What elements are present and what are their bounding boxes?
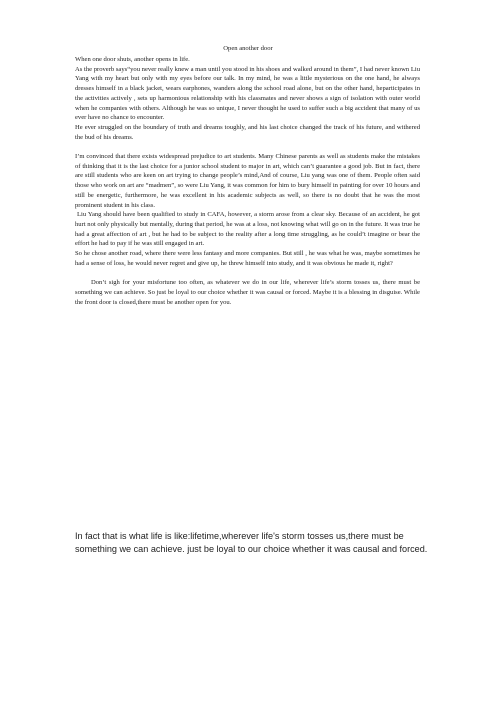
closing-statement <box>75 530 435 555</box>
paragraph-gap <box>75 268 420 278</box>
document-title: Open another door <box>223 45 273 52</box>
paragraph-conclusion: Don’t sigh for your misfortune too often, as whatever we do in our life, wherever life’s storm tosses us, there must be something we can achieve. So just be loyal to our choice whether it was causal or forced. Maybe it is a blessing in disguise. While the front door is closed,there must be another open for you. <box>75 279 420 306</box>
paragraph-struggle: He ever struggled on the boundary of truth and dreams toughly, and his last choice changed the track of his future, and withered the bud of his dreams. <box>75 123 420 141</box>
paragraph-proverb: As the proverb says“you never really knew a man until you stood in his shoes and walked around in them”, I had never known Liu Yang with my heart but only with my eyes before our talk. In my mind, he was a little mysterious on the one hand, he always dresses himself in a black jacket, wears earphones, wanders along the school road alone, but on the other hand, heparticipates in the activities actively , sets up harmonious relationship with his classmates and never shows a sign of isolation with outer world when he companies with others. Although he was so unique, I never thought he used to suffer such a big accident that many of us ever have no chance to encounter. <box>75 65 420 122</box>
paragraph-prejudice: I’m convinced that there exists widespread prejudice to art students. Many Chinese parents as well as students make the mistakes of thinking that it is the last choice for a junior school student to major in art, which can’t guarantee a good job. But in fact, there are still students who are keen on art trying to change people’s mind,And of course, Liu yang was one of them. People often said those who work on art are “madmen”, so were Liu Yang, it was common for him to bury himself in painting for over 10 hours and still be energetic, furthermore, he was excellent in his academic subjects as well, so there is no doubt that he was the most prominent student in his class. <box>75 153 420 209</box>
paragraph-another-road: So he chose another road, where there were less fantasy and more companies. But still , he was what he was, maybe sometimes he had a sense of loss, he would never regret and give up, he threw himself into study, and it was obvious he made it, right? <box>75 250 420 267</box>
paragraph-intro: When one door shuts, another opens in life. <box>75 56 190 63</box>
paragraph-gap <box>75 142 420 152</box>
closing-text: In fact that is what life is like:lifetime,wherever life's storm tosses us,there must be something we can achieve. just be loyal to our choice whether it was causal and forced. <box>75 531 428 554</box>
paragraph-accident: Liu Yang should have been qualified to study in CAFA, however, a storm arose from a clear sky. Because of an accident, he got hurt not only physically but mentally, during that period, he was at a loss, not knowing what will go on in the future. It was true he had a great affection of art , but he had to be subject to the reality after a long time struggling, as he could’t imagine or bear the effort he had to pay if he was still engaged in art. <box>75 211 420 248</box>
document-body <box>75 55 420 307</box>
